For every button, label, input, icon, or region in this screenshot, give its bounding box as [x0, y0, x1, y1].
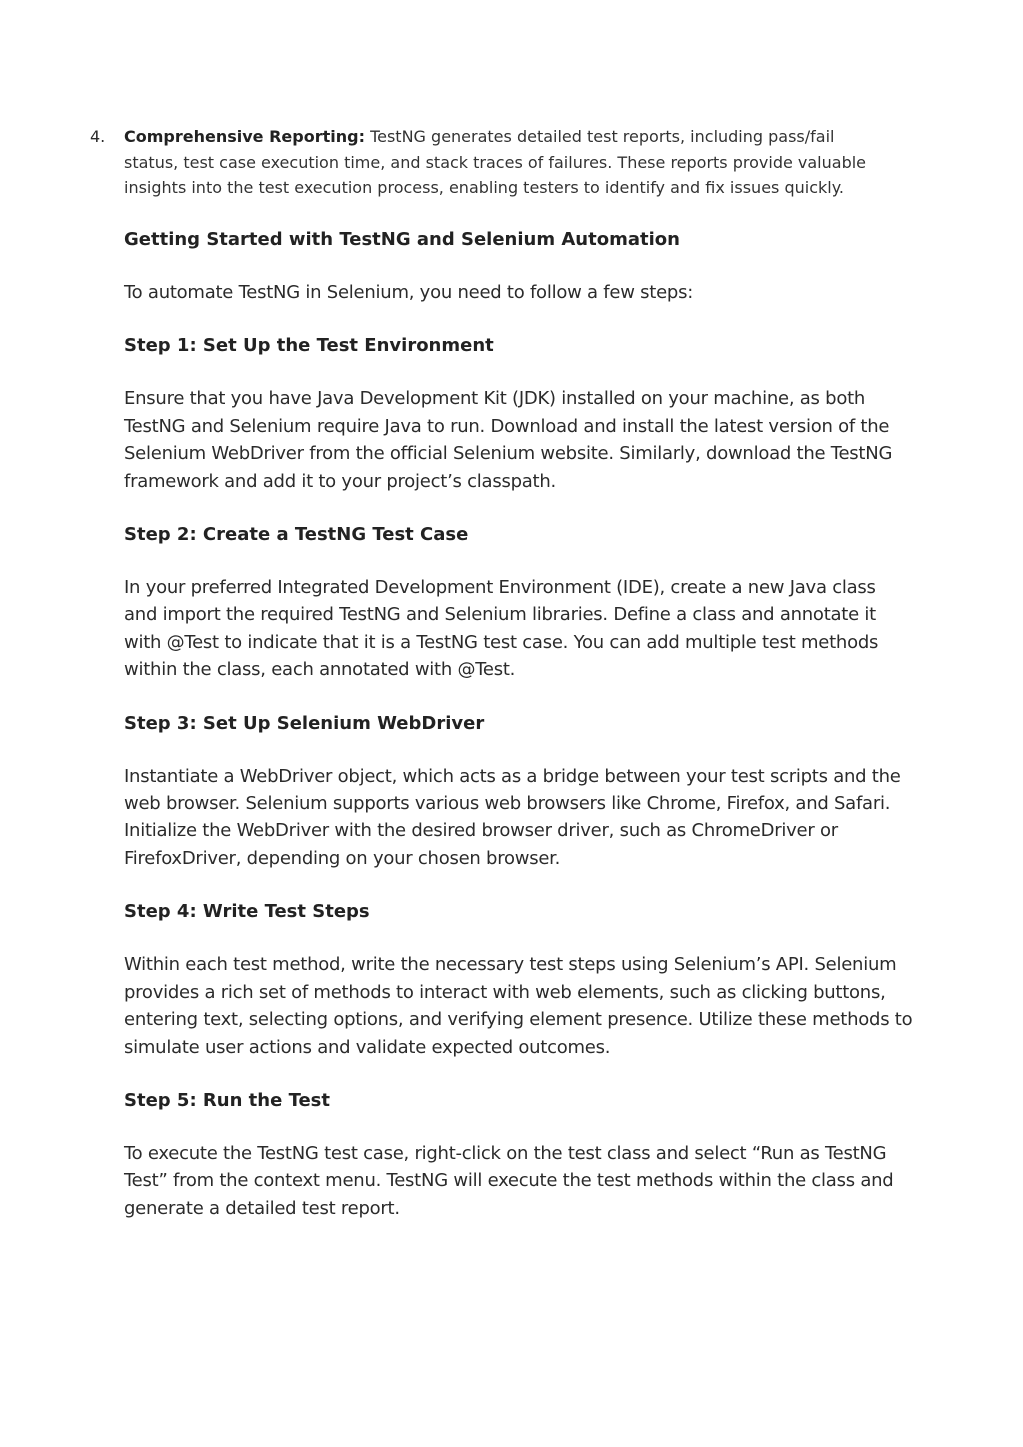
- step-5-body: To execute the TestNG test case, right-click on the test class and select “Run as TestNG Test” from the context menu. TestNG will execute the test methods within the class and generate a detailed test report.: [124, 1142, 894, 1219]
- step-2-body: In your preferred Integrated Development Environment (IDE), create a new Java class and import the required TestNG and Selenium libraries. Define a class and annotate it with @Test to indicate that it is a TestNG test case. You can add multiple test methods within the class, each annotated with @Test.: [124, 577, 879, 681]
- step-1-body: Ensure that you have Java Development Kit (JDK) installed on your machine, as both TestNG and Selenium require Java to run. Download and install the latest version of the Selenium WebDriver from the official Selenium website. Similarly, download the TestNG framework and add it to your project’s classpath.: [124, 388, 893, 492]
- step-3-heading: Step 3: Set Up Selenium WebDriver: [124, 712, 485, 734]
- step-4-heading: Step 4: Write Test Steps: [124, 901, 370, 923]
- list-item-bold-label: Comprehensive Reporting:: [124, 127, 365, 146]
- list-item-description: TestNG generates detailed test reports, including pass/fail status, test case execution time, and stack traces of failures. These reports provide valuable insights into the test execution process, enabling testers to identify and fix issues quickly.: [124, 127, 867, 197]
- section-intro: To automate TestNG in Selenium, you need to follow a few steps:: [124, 282, 694, 303]
- step-4-body: Within each test method, write the necessary test steps using Selenium’s API. Selenium provides a rich set of methods to interact with web elements, such as clicking buttons, entering text, selecting options, and verifying element presence. Utilize these methods to simulate user actions and validate expected outcomes.: [124, 954, 913, 1058]
- step-1-heading: Step 1: Set Up the Test Environment: [124, 335, 494, 357]
- step-2-heading: Step 2: Create a TestNG Test Case: [124, 524, 469, 546]
- section-heading: Getting Started with TestNG and Selenium Automation: [124, 229, 680, 250]
- article-content: [124, 226, 914, 1248]
- list-number: 4.: [90, 127, 106, 146]
- step-3-body: Instantiate a WebDriver object, which acts as a bridge between your test scripts and the web browser. Selenium supports various web browsers like Chrome, Firefox, and Safari. Initialize the WebDriver with the desired browser driver, such as ChromeDriver or FirefoxDriver, depending on your chosen browser.: [124, 765, 901, 869]
- step-5-heading: Step 5: Run the Test: [124, 1089, 330, 1111]
- list-item-text: [124, 124, 884, 201]
